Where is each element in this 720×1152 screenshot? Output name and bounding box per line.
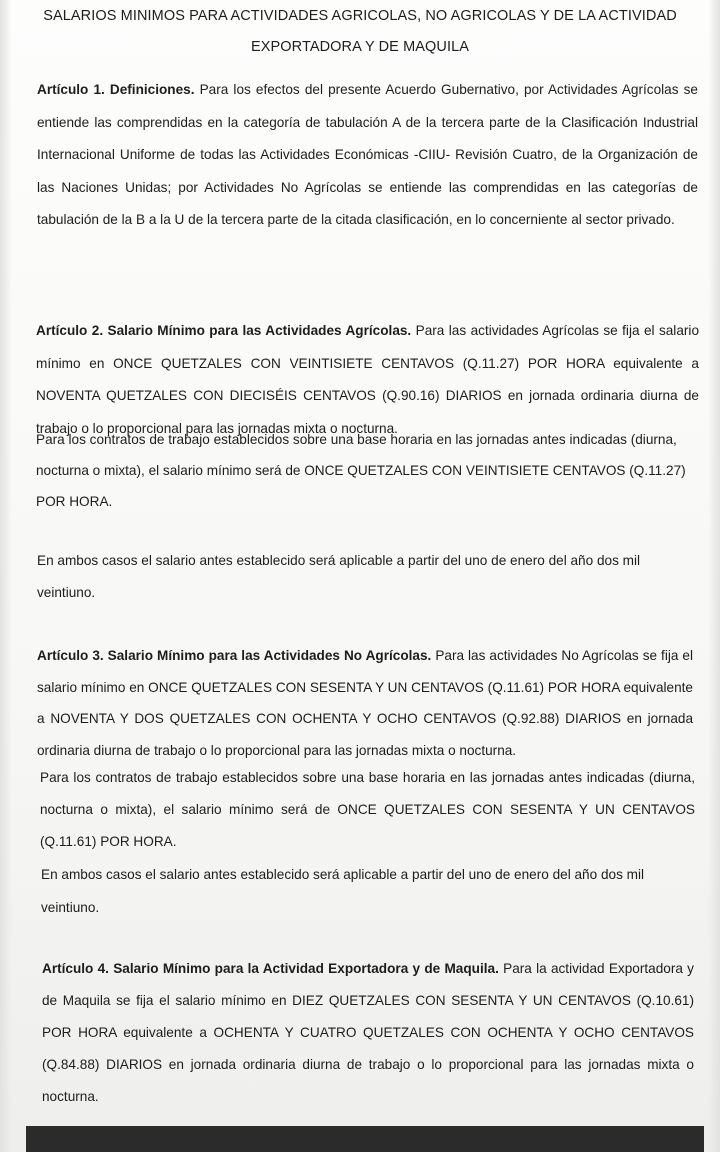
article-1-body: Para los efectos del presente Acuerdo Gubernativo, por Actividades Agrícolas se entiende las comprendidas en la categoría de tabulación A de la tercera parte de la Clasificación Industrial Internacional Uniforme de todas las Actividades Económicas -CIIU- Revisión Cuatro, de la Organización de las Naciones Unidas; por Actividades No Agrícolas se entiende las comprendidas en las categorías de tabulación de la B a la U de la tercera parte de la citada clasificación, en lo concerniente al sector privado. [37,82,698,227]
article-3 [37,640,693,766]
article-3-heading: Artículo 3. Salario Mínimo para las Actividades No Agrícolas. [37,648,432,663]
article-2-heading: Artículo 2. Salario Mínimo para las Actividades Agrícolas. [36,323,412,338]
document-title-line-2: EXPORTADORA Y DE MAQUILA [250,39,470,55]
article-3-paragraph-3: En ambos casos el salario antes establecido será aplicable a partir del uno de enero del año dos mil veintiuno. [41,867,645,915]
article-2-paragraph-2: Para los contratos de trabajo establecidos sobre una base horaria en las jornadas antes indicadas (diurna, nocturna o mixta), el salario mínimo será de ONCE QUETZALES CON VEINTISIETE CENTAVOS (Q.11.27) POR HORA. [36,432,686,509]
page-edge-right [708,0,720,1152]
article-1 [37,74,698,237]
bottom-scan-bar [26,1126,704,1152]
article-4-body: Para la actividad Exportadora y de Maquila se fija el salario mínimo en DIEZ QUETZALES CON SESENTA Y UN CENTAVOS (Q.10.61) POR HORA equivalente a OCHENTA Y CUATRO QUETZALES CON OCHENTA Y OCHO CENTAVOS (Q.84.88) DIARIOS en jornada ordinaria diurna de trabajo o lo proporcional para las jornadas mixta o nocturna. [42,961,694,1104]
article-2-paragraph-3: En ambos casos el salario antes establecido será aplicable a partir del uno de enero del año dos mil veintiuno. [37,553,641,600]
article-4 [42,953,694,1113]
article-3-paragraph-2: Para los contratos de trabajo establecidos sobre una base horaria en las jornadas antes indicadas (diurna, nocturna o mixta), el salario mínimo será de ONCE QUETZALES CON SESENTA Y UN CENTAVOS (Q.11.61) POR HORA. [40,770,695,849]
article-1-heading: Artículo 1. Definiciones. [37,82,195,97]
article-3-body: Para las actividades No Agrícolas se fija el salario mínimo en ONCE QUETZALES CON SESENTA Y UN CENTAVOS (Q.11.61) POR HORA equivalente a NOVENTA Y DOS QUETZALES CON OCHENTA Y OCHO CENTAVOS (Q.92.88) DIARIOS en jornada ordinaria diurna de trabajo o lo proporcional para las jornadas mixta o nocturna. [37,648,693,758]
article-4-heading: Artículo 4. Salario Mínimo para la Actividad Exportadora y de Maquila. [42,961,499,976]
article-2-body: Para las actividades Agrícolas se fija el salario mínimo en ONCE QUETZALES CON VEINTISIETE CENTAVOS (Q.11.27) POR HORA equivalente a NOVENTA QUETZALES CON DIECISÉIS CENTAVOS (Q.90.16) DIARIOS en jornada ordinaria diurna de trabajo o lo proporcional para las jornadas mixta o nocturna. [36,323,699,436]
document-title-line-1: SALARIOS MINIMOS PARA ACTIVIDADES AGRICOLAS, NO AGRICOLAS Y DE LA ACTIVIDAD [43,8,677,24]
page-edge-left [0,0,12,1152]
